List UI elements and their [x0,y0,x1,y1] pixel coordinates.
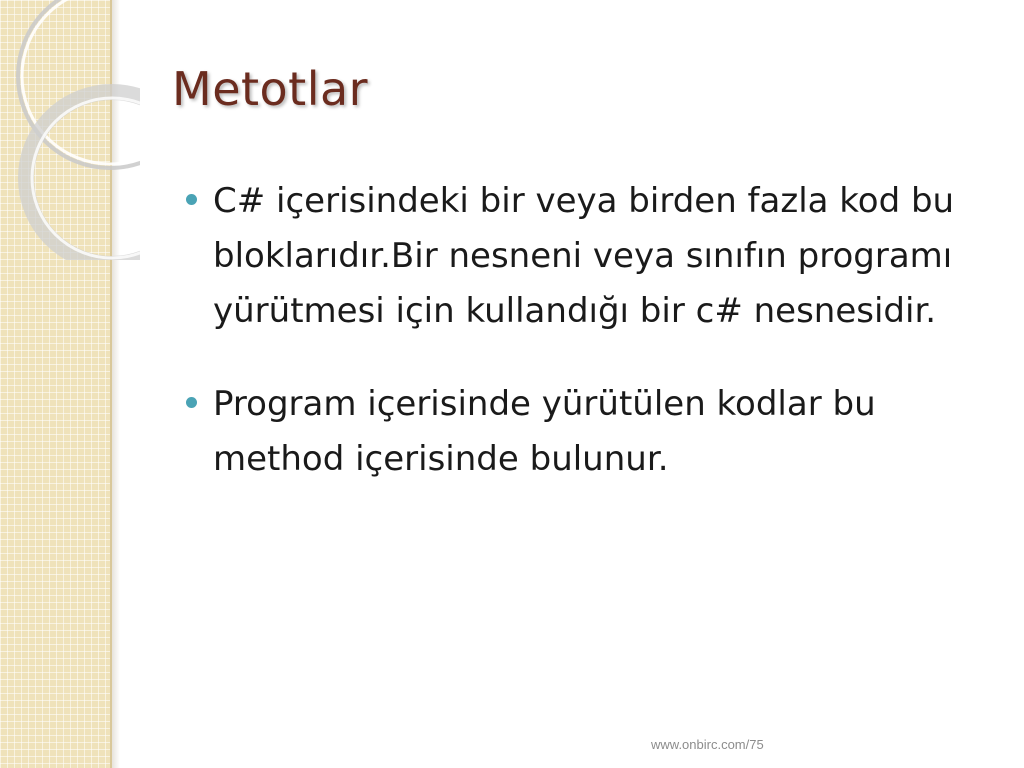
footer-url: www.onbirc.com/75 [651,737,764,752]
bullet-item [186,174,976,339]
bullet-text: C# içerisindeki bir veya birden fazla kod bu bloklarıdır.Bir nesneni veya sınıfın programı yürütmesi için kullandığı bir c# nesnesidir. [213,181,955,331]
bullet-dot-icon [186,194,197,205]
bullet-item [186,377,976,487]
bullet-text: Program içerisinde yürütülen kodlar bu method içerisinde bulunur. [213,384,876,479]
decorative-rings-icon [0,0,140,260]
slide-title: Metotlar [172,62,369,116]
bullet-dot-icon [186,397,197,408]
bullet-list [186,174,976,525]
